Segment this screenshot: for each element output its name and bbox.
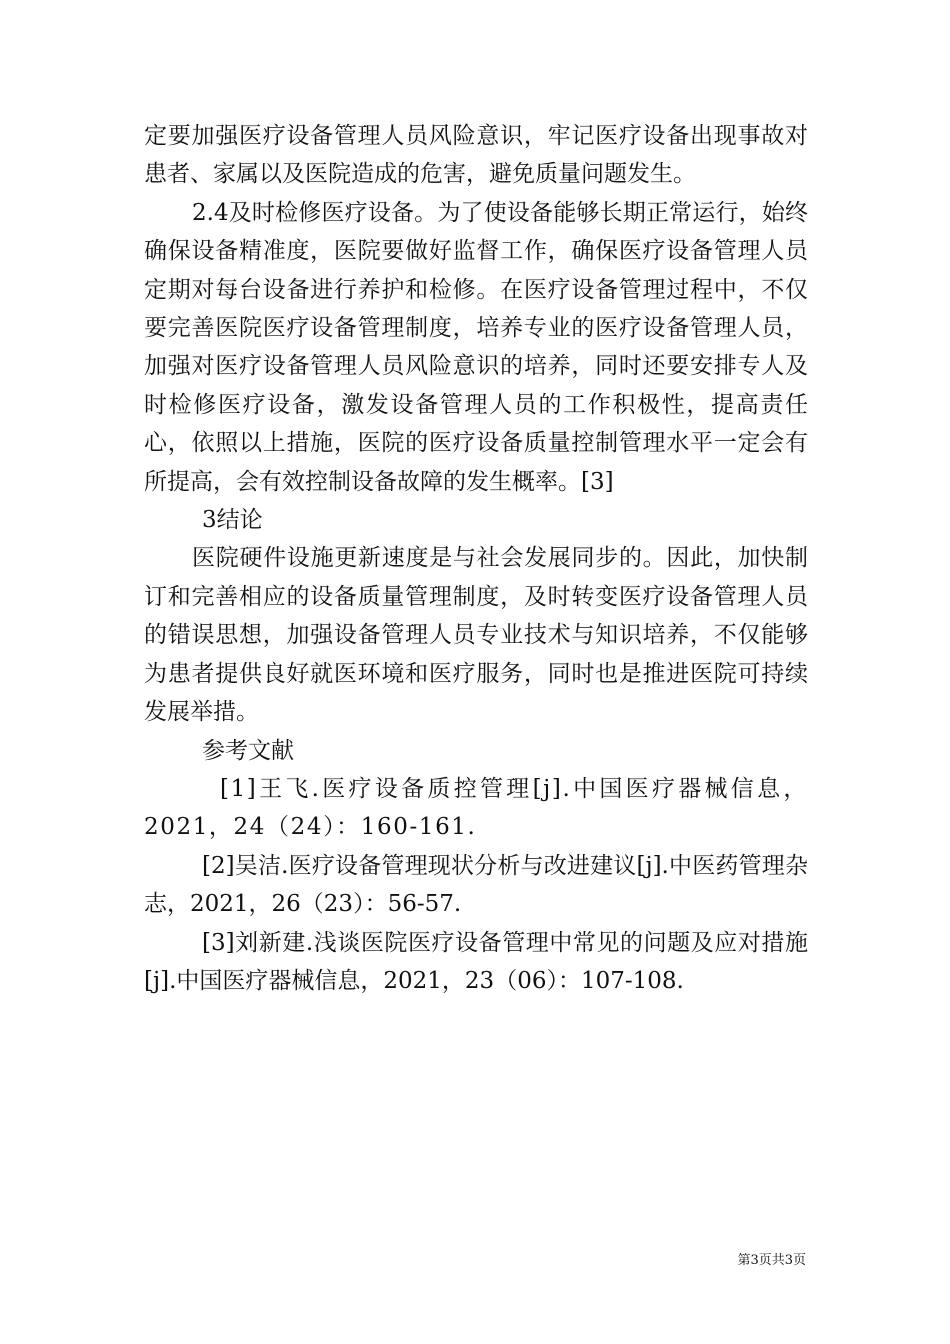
section-heading-conclusion: 3结论 bbox=[202, 507, 263, 534]
reference-item-3: [3]刘新建.浅谈医院医疗设备管理中常见的问题及应对措施[j].中国医疗器械信息，2021，23（06）：107-108. bbox=[144, 929, 808, 994]
page-number: 第3页共3页 bbox=[737, 1253, 806, 1268]
paragraph-conclusion: 医院硬件设施更新速度是与社会发展同步的。因此，加快制订和完善相应的设备质量管理制度，及时转变医疗设备管理人员的错误思想，加强设备管理人员专业技术与知识培养，不仅能够为患者提供良好就医环境和医疗服务，同时也是推进医院可持续发展举措。 bbox=[144, 545, 808, 726]
section-heading-references: 参考文献 bbox=[202, 737, 294, 764]
reference-item-2: [2]吴洁.医疗设备管理现状分析与改进建议[j].中医药管理杂志，2021，26（23）：56-57. bbox=[144, 852, 808, 918]
paragraph-section-2-4: 2.4及时检修医疗设备。为了使设备能够长期正常运行，始终确保设备精准度，医院要做好监督工作，确保医疗设备管理人员定期对每台设备进行养护和检修。在医疗设备管理过程中，不仅要完善医院医疗设备管理制度，培养专业的医疗设备管理人员，加强对医疗设备管理人员风险意识的培养，同时还要安排专人及时检修医疗设备，激发设备管理人员的工作积极性，提高责任心，依照以上措施，医院的医疗设备质量控制管理水平一定会有所提高，会有效控制设备故障的发生概率。[3] bbox=[144, 199, 808, 495]
reference-item-1: [1]王飞.医疗设备质控管理[j].中国医疗器械信息，2021，24（24）：160-161. bbox=[144, 775, 808, 841]
page-footer bbox=[737, 1249, 806, 1268]
paragraph-continuation: 定要加强医疗设备管理人员风险意识，牢记医疗设备出现事故对患者、家属以及医院造成的危害，避免质量问题发生。 bbox=[144, 123, 808, 188]
document-body bbox=[144, 117, 808, 1000]
